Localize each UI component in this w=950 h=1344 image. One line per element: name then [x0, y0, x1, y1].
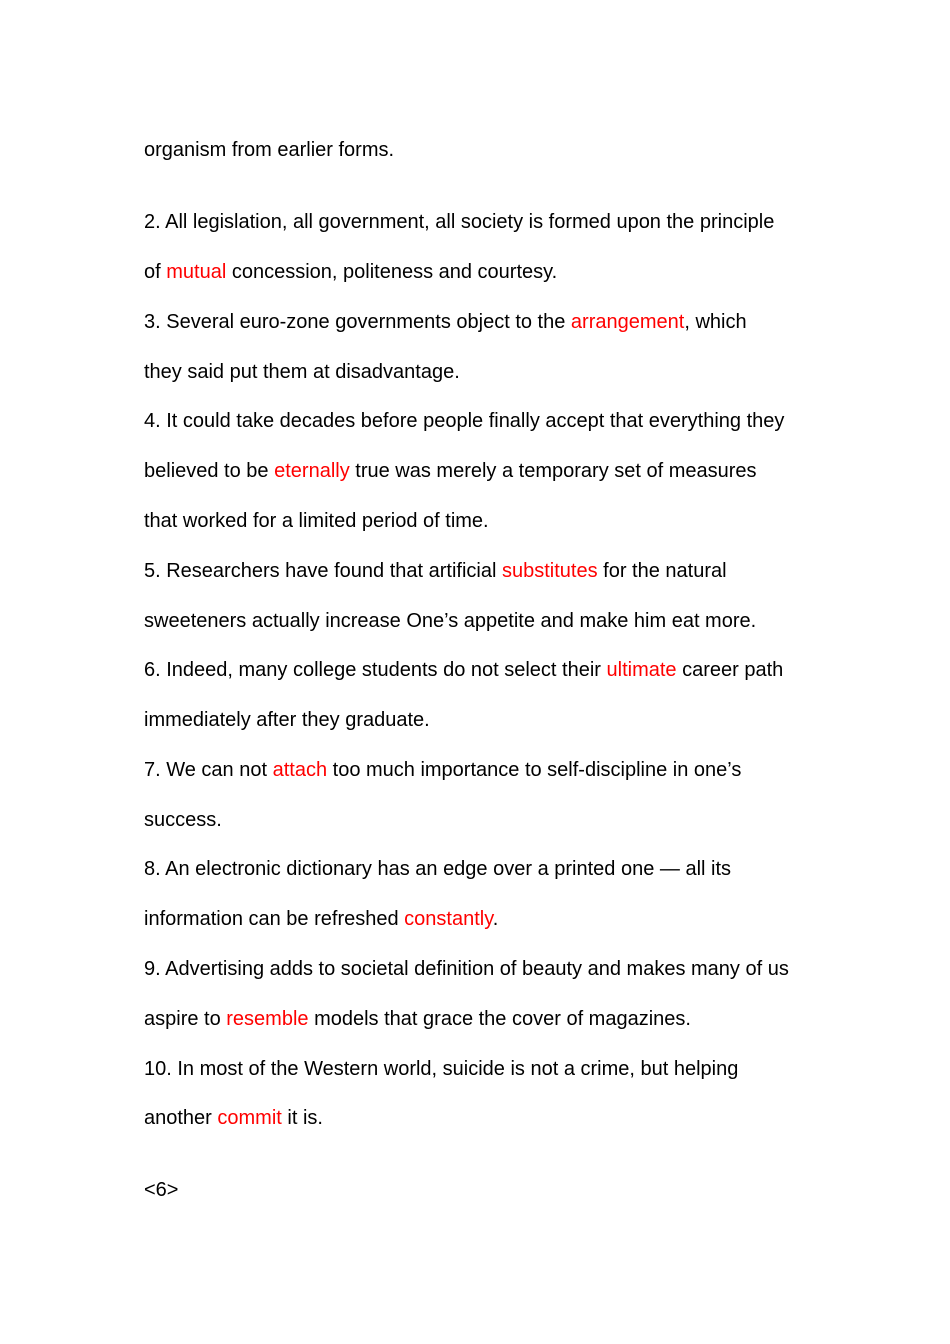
line-text: believed to be [144, 460, 275, 482]
line-text: 10. In most of the Western world, suicide is not a crime, but helping [144, 1058, 739, 1080]
text-line [144, 907, 498, 931]
line-text: 8. An electronic dictionary has an edge over a printed one — all its [144, 858, 732, 880]
line-text: true was merely a temporary set of measures [349, 460, 757, 482]
highlighted-word: mutual [166, 261, 227, 283]
line-text: success. [144, 809, 222, 831]
line-text: of [144, 261, 167, 283]
text-line [144, 758, 741, 782]
highlighted-word: constantly [404, 908, 493, 930]
line-text: concession, politeness and courtesy. [226, 261, 558, 283]
line-text: 2. All legislation, all government, all society is formed upon the principle [144, 211, 775, 233]
text-line [144, 509, 489, 533]
text-line [144, 708, 430, 732]
line-text: sweeteners actually increase One’s appetite and make him eat more. [144, 610, 757, 632]
highlighted-word: commit [217, 1107, 282, 1129]
text-line [144, 1007, 691, 1031]
highlighted-word: attach [272, 759, 328, 781]
line-text: 9. Advertising adds to societal definition of beauty and makes many of us [144, 958, 789, 980]
line-text: 6. Indeed, many college students do not select their [144, 659, 607, 681]
line-text: too much importance to self-discipline in one’s [327, 759, 742, 781]
text-line [144, 957, 789, 981]
text-line [144, 559, 727, 583]
highlighted-word: resemble [226, 1008, 309, 1030]
line-text: , which [684, 311, 747, 333]
line-text: <6> [144, 1179, 179, 1201]
text-line [144, 360, 460, 384]
line-text: it is. [281, 1107, 323, 1129]
highlighted-word: eternally [274, 460, 350, 482]
text-line [144, 260, 557, 284]
text-line [144, 808, 222, 832]
text-line [144, 1106, 323, 1130]
highlighted-word: arrangement [570, 311, 685, 333]
line-text: 5. Researchers have found that artificial [144, 560, 502, 582]
text-line [144, 658, 783, 682]
text-line [144, 409, 784, 433]
text-line [144, 609, 756, 633]
line-text: information can be refreshed [144, 908, 405, 930]
line-text: 7. We can not [144, 759, 273, 781]
text-line [144, 138, 394, 162]
line-text: that worked for a limited period of time. [144, 510, 489, 532]
line-text: . [492, 908, 499, 930]
line-text: immediately after they graduate. [144, 709, 430, 731]
highlighted-word: substitutes [501, 560, 598, 582]
line-text: 3. Several euro-zone governments object to the [144, 311, 571, 333]
text-line [144, 310, 747, 334]
line-text: aspire to [144, 1008, 227, 1030]
text-line [144, 857, 731, 881]
text-line [144, 1057, 738, 1081]
line-text: 4. It could take decades before people finally accept that everything they [144, 410, 785, 432]
line-text: they said put them at disadvantage. [144, 361, 460, 383]
highlighted-word: ultimate [606, 659, 677, 681]
line-text: career path [676, 659, 784, 681]
line-text: models that grace the cover of magazines. [308, 1008, 691, 1030]
line-text: organism from earlier forms. [144, 139, 395, 161]
text-line [144, 210, 774, 234]
text-line [144, 459, 757, 483]
page-marker [144, 1178, 178, 1202]
line-text: another [144, 1107, 218, 1129]
line-text: for the natural [597, 560, 727, 582]
